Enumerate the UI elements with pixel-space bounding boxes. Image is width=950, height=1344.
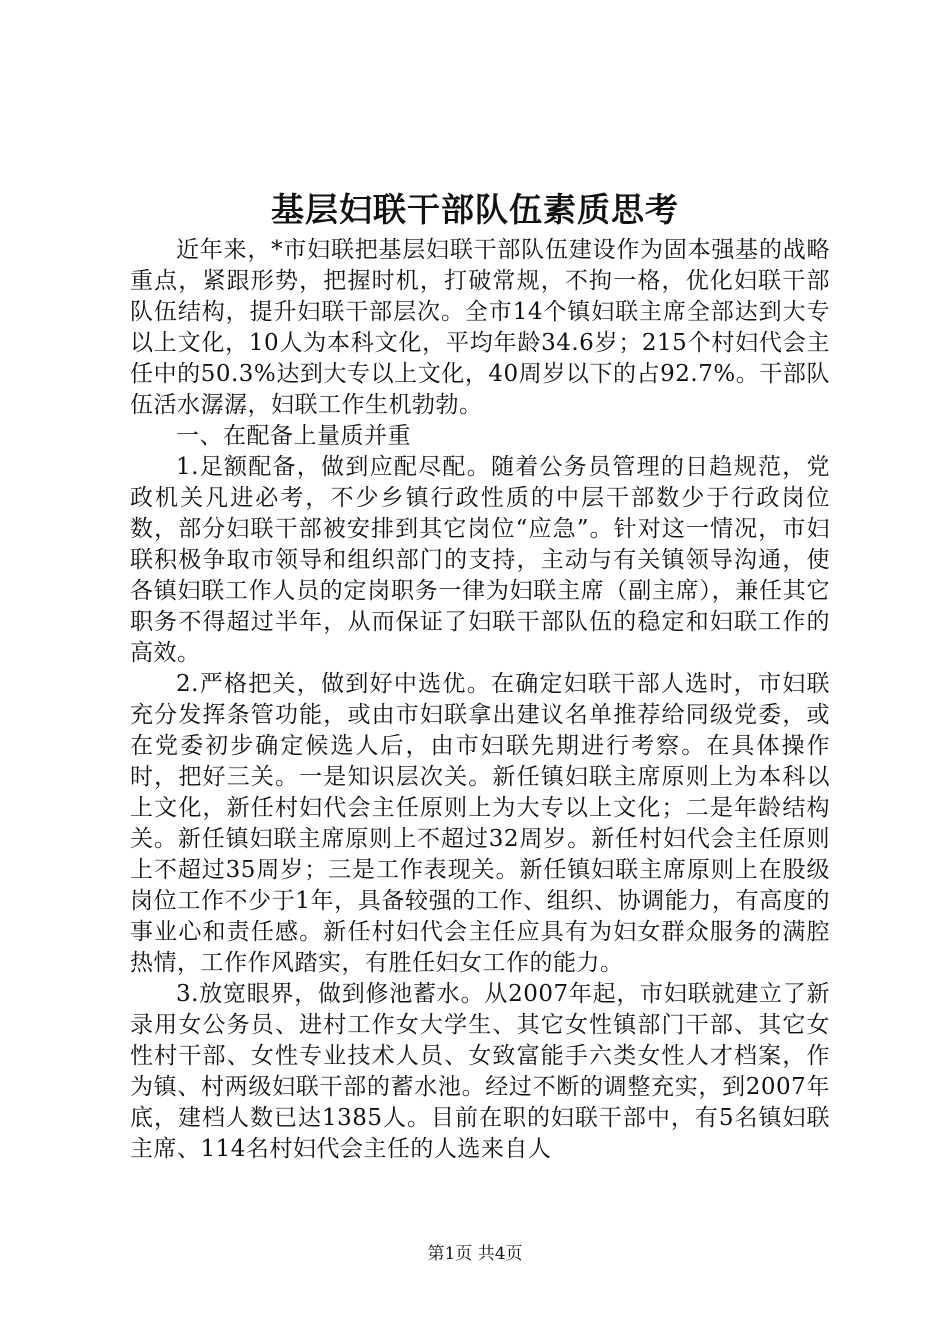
document-body	[130, 235, 830, 1165]
body-paragraph: 2.严格把关，做到好中选优。在确定妇联干部人选时，市妇联充分发挥条管功能，或由市妇联拿出建议名单推荐给同级党委，或在党委初步确定候选人后，由市妇联先期进行考察。在具体操作时，把好三关。一是知识层次关。新任镇妇联主席原则上为本科以上文化，新任村妇代会主任原则上为大专以上文化；二是年龄结构关。新任镇妇联主席原则上不超过32周岁。新任村妇代会主任原则上不超过35周岁；三是工作表现关。新任镇妇联主席原则上在股级岗位工作不少于1年，具备较强的工作、组织、协调能力，有高度的事业心和责任感。新任村妇代会主任应具有为妇女群众服务的满腔热情，工作作风踏实，有胜任妇女工作的能力。	[130, 671, 830, 976]
body-paragraph: 1.足额配备，做到应配尽配。随着公务员管理的日趋规范，党政机关凡进必考，不少乡镇行政性质的中层干部数少于行政岗位数，部分妇联干部被安排到其它岗位“应急”。针对这一情况，市妇联积极争取市领导和组织部门的支持，主动与有关镇领导沟通，使各镇妇联工作人员的定岗职务一律为妇联主席（副主席），兼任其它职务不得超过半年，从而保证了妇联干部队伍的稳定和妇联工作的高效。	[130, 454, 830, 666]
section-heading: 一、在配备上量质并重	[176, 423, 411, 449]
document-title: 基层妇联干部队伍素质思考	[271, 190, 679, 229]
page-footer: 第1页 共4页	[427, 1244, 523, 1264]
body-paragraph: 3.放宽眼界，做到修池蓄水。从2007年起，市妇联就建立了新录用女公务员、进村工作女大学生、其它女性镇部门干部、其它女性村干部、女性专业技术人员、女致富能手六类女性人才档案，作为镇、村两级妇联干部的蓄水池。经过不断的调整充实，到2007年底，建档人数已达1385人。目前在职的妇联干部中，有5名镇妇联主席、114名村妇代会主任的人选来自人	[130, 981, 830, 1162]
intro-paragraph: 近年来，*市妇联把基层妇联干部队伍建设作为固本强基的战略重点，紧跟形势，把握时机，打破常规，不拘一格，优化妇联干部队伍结构，提升妇联干部层次。全市14个镇妇联主席全部达到大专以上文化，10人为本科文化，平均年龄34.6岁；215个村妇代会主任中的50.3%达到大专以上文化，40周岁以下的占92.7%。干部队伍活水潺潺，妇联工作生机勃勃。	[130, 237, 830, 418]
